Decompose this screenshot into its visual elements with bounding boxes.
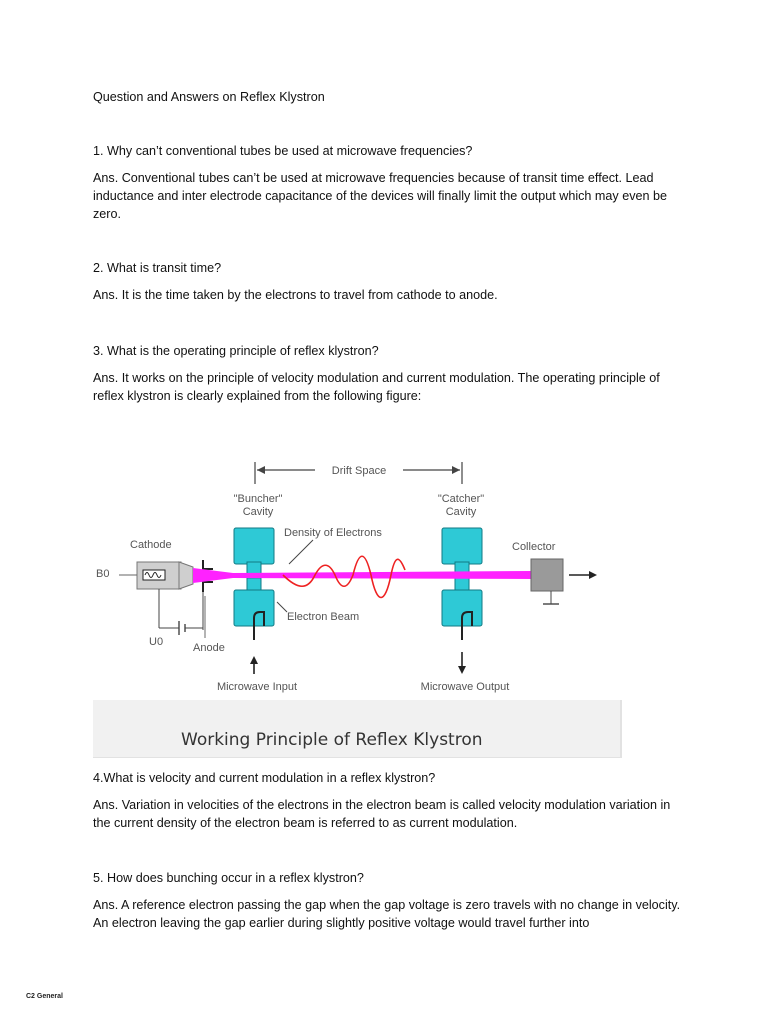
answer-1: Ans. Conventional tubes can’t be used at microwave frequencies because of transit time effect. Lead inductance and inter electrode capacitance of the devices will finally limit the output which may even be zero.	[93, 171, 668, 221]
question-1: 1. Why can’t conventional tubes be used at microwave frequencies?	[93, 144, 473, 158]
b0-label: B0	[96, 568, 110, 580]
cathode-label: Cathode	[130, 539, 172, 551]
density-label: Density of Electrons	[284, 527, 382, 539]
classification-footer: C2 General	[26, 993, 63, 1000]
catcher-cavity	[442, 528, 482, 640]
question-5: 5. How does bunching occur in a reflex klystron?	[93, 871, 364, 885]
electron-beam-label: Electron Beam	[287, 611, 360, 623]
klystron-diagram	[93, 440, 620, 700]
buncher-label: "Buncher"	[233, 493, 283, 505]
question-3: 3. What is the operating principle of reflex klystron?	[93, 344, 379, 358]
electron-beam	[193, 568, 533, 583]
collector-label: Collector	[512, 541, 556, 553]
answer-3: Ans. It works on the principle of velocity modulation and current modulation. The operating principle of reflex klystron is clearly explained from the following figure:	[93, 371, 660, 403]
figure-caption: Working Principle of Reflex Klystron	[181, 730, 483, 750]
anode-label: Anode	[193, 642, 225, 654]
collector	[531, 559, 563, 591]
cathode-coil	[143, 570, 165, 580]
buncher-cavity	[234, 528, 274, 640]
answer-5: Ans. A reference electron passing the gap when the gap voltage is zero travels with no change in velocity. An electron leaving the gap earlier during slightly positive voltage would travel further into	[93, 898, 681, 930]
microwave-output-label: Microwave Output	[420, 681, 510, 693]
document-title: Question and Answers on Reflex Klystron	[93, 90, 325, 104]
klystron-figure	[93, 440, 620, 757]
question-2: 2. What is transit time?	[93, 261, 222, 275]
drift-space-label: Drift Space	[331, 465, 387, 477]
answer-2: Ans. It is the time taken by the electrons to travel from cathode to anode.	[93, 288, 498, 302]
microwave-input-label: Microwave Input	[216, 681, 298, 693]
catcher-label: "Catcher"	[437, 493, 485, 505]
catcher-label-2: Cavity	[445, 506, 477, 518]
answer-4: Ans. Variation in velocities of the electrons in the electron beam is called velocity modulation variation in the current density of the electron beam is referred to as current modulation.	[93, 798, 671, 830]
question-4: 4.What is velocity and current modulation in a reflex klystron?	[93, 771, 436, 785]
u0-label: U0	[149, 636, 164, 648]
buncher-label-2: Cavity	[242, 506, 274, 518]
